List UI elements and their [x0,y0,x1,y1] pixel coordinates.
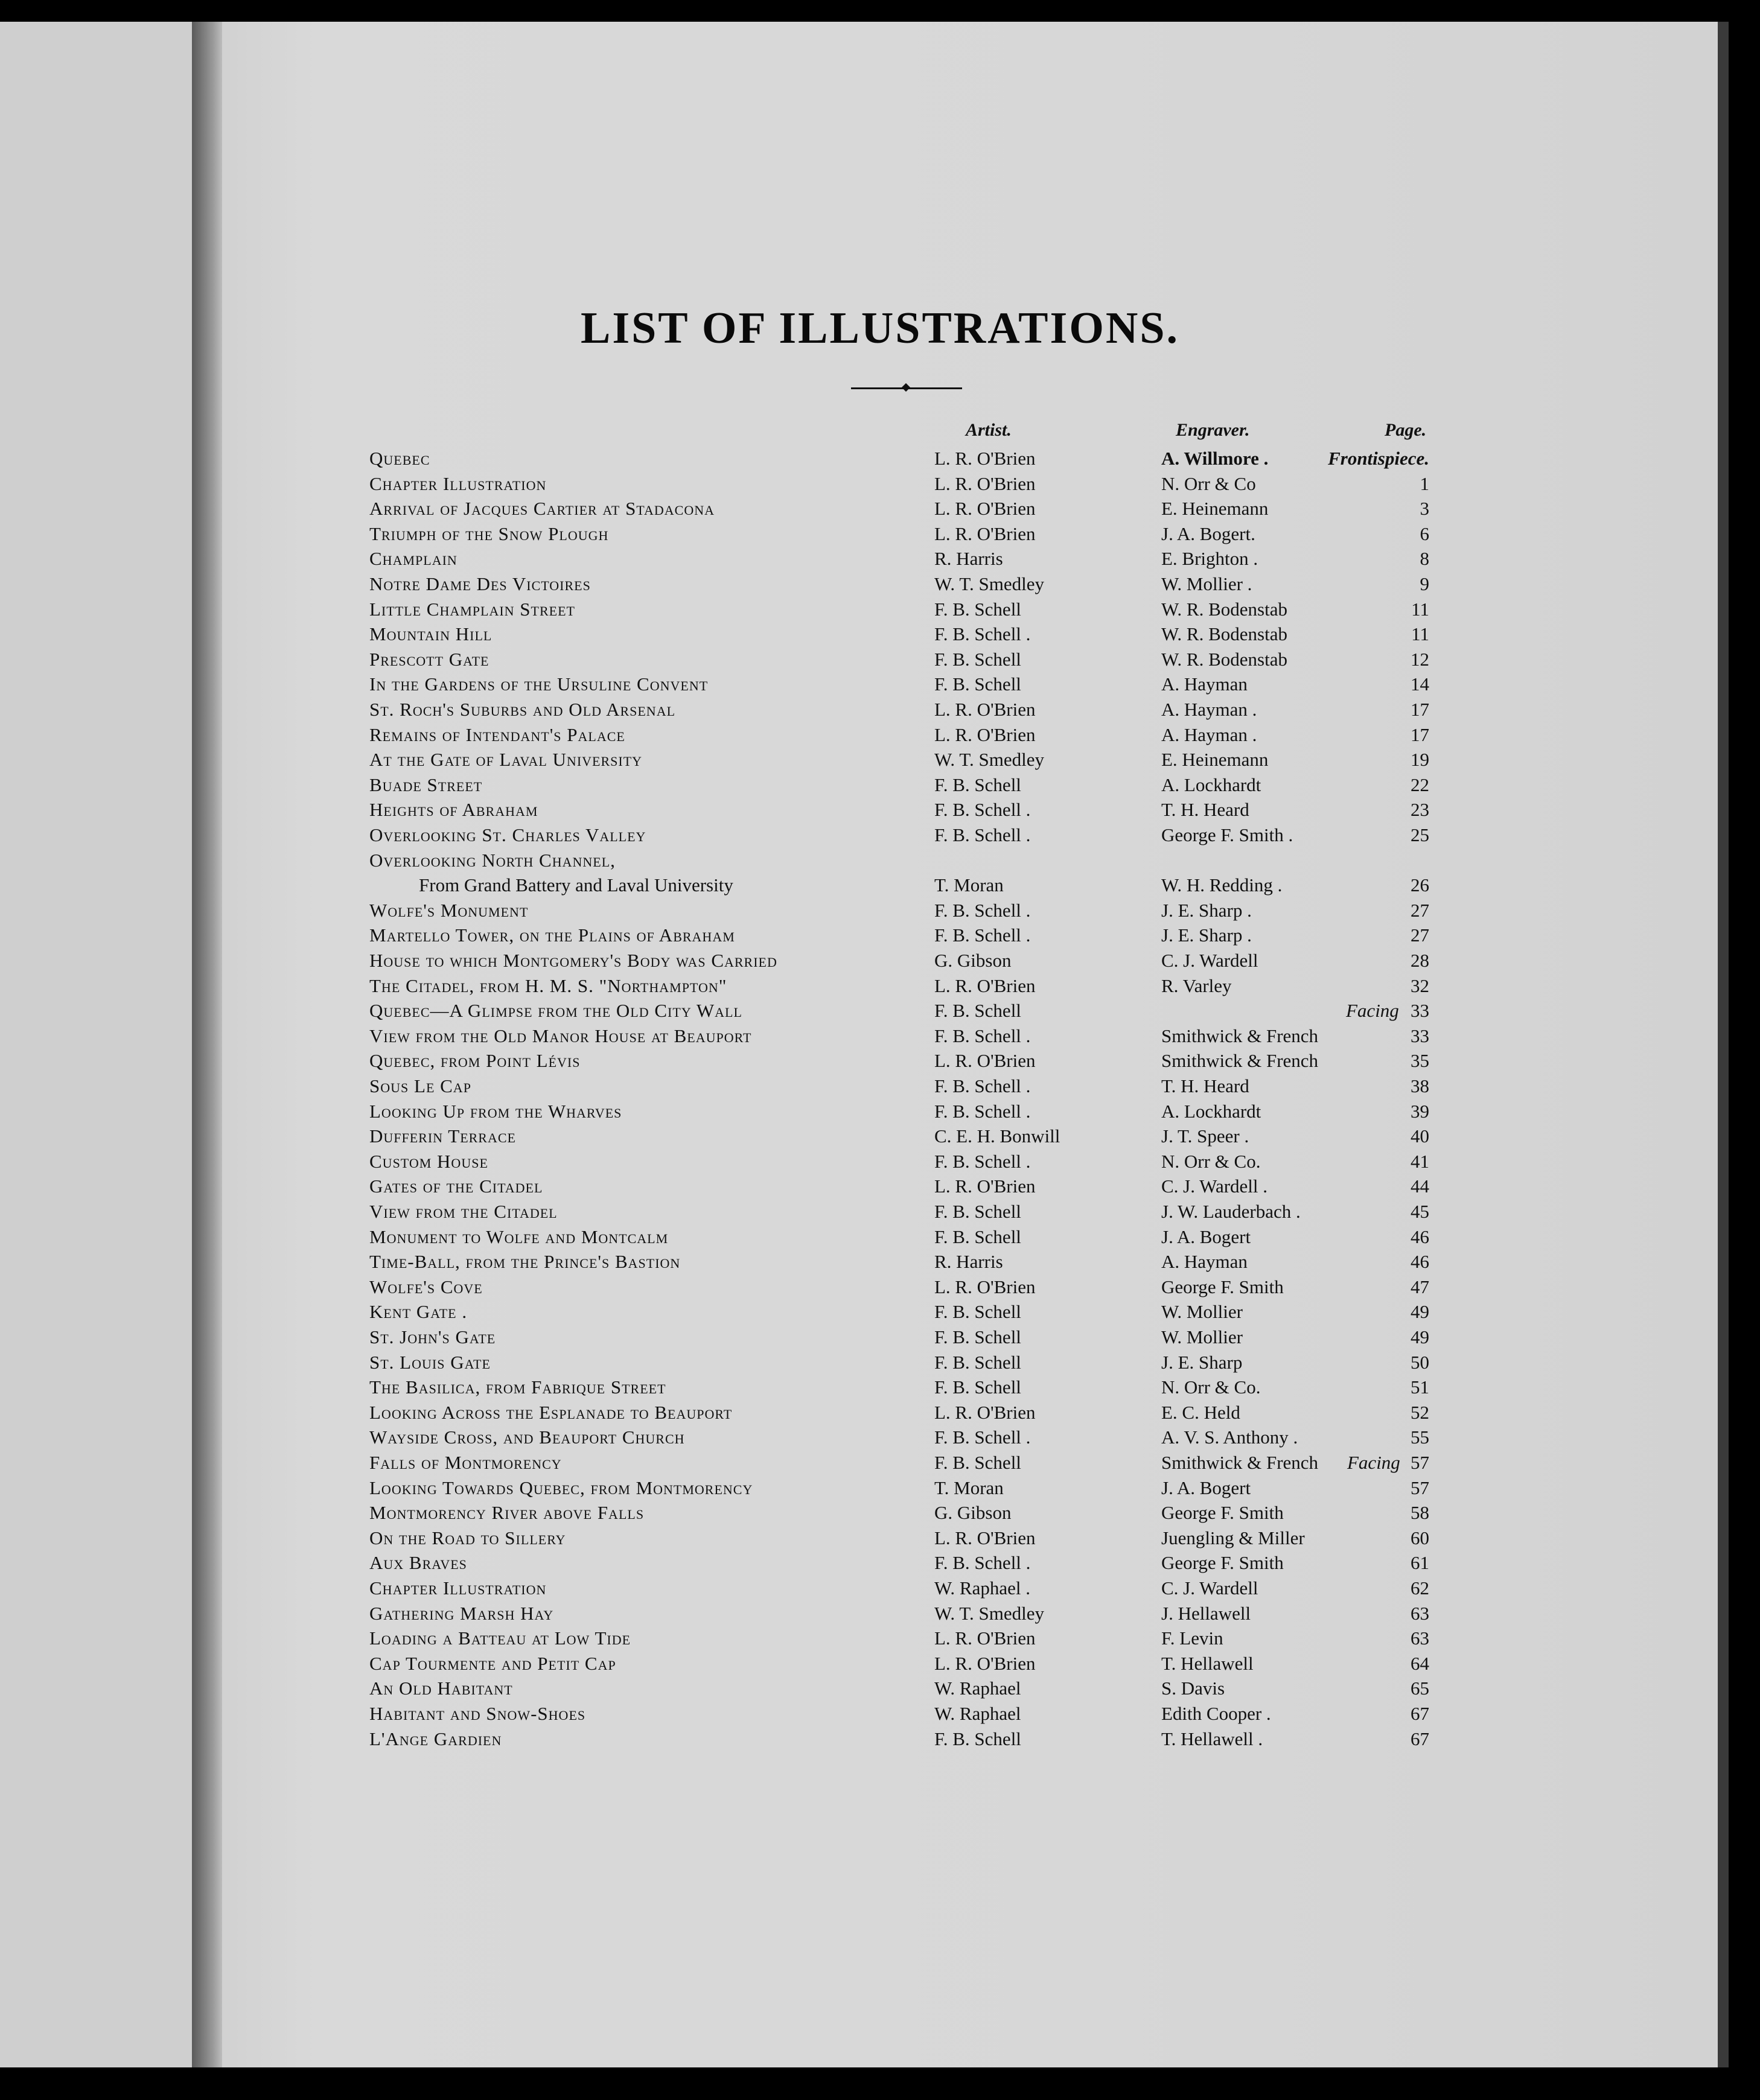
page-number: 65 [1411,1678,1429,1699]
illustration-title: Loading a Batteau at Low Tide [369,1628,631,1649]
list-item [0,1025,1760,1051]
ornament-diamond [902,383,910,392]
engraver-name: Smithwick & French [1161,1050,1319,1072]
page-number: 63 [1411,1602,1429,1624]
page-number: 33 [1411,1000,1429,1022]
artist-name: F. B. Schell [934,1351,1021,1373]
list-item [0,1552,1760,1577]
page-number: 52 [1411,1401,1429,1423]
list-item [0,799,1760,824]
page-number: 39 [1411,1100,1429,1122]
illustration-title: Champlain [369,548,458,570]
page-number: 49 [1411,1326,1429,1348]
page-title: LIST OF ILLUSTRATIONS. [580,304,1179,353]
artist-name: W. Raphael [934,1703,1021,1724]
illustration-title: Buade Street [369,774,483,795]
engraver-name: S. Davis [1161,1678,1225,1699]
engraver-name: A. Hayman [1161,673,1248,695]
engraver-name: T. H. Heard [1161,799,1249,821]
facing-note: Facing [1347,1452,1400,1473]
engraver-name: C. J. Wardell [1161,950,1258,971]
illustration-title: Aux Braves [369,1552,467,1574]
page-number: 61 [1411,1552,1429,1574]
page-number: 38 [1411,1075,1429,1096]
artist-name: L. R. O'Brien [934,498,1036,520]
page-number: 23 [1411,799,1429,821]
list-item [0,1678,1760,1703]
page-number: 11 [1411,598,1429,620]
engraver-name: J. A. Bogert. [1161,523,1255,544]
page-number: 45 [1411,1201,1429,1222]
list-item [0,523,1760,549]
artist-name: L. R. O'Brien [934,724,1036,745]
illustration-title: Looking Across the Esplanade to Beauport [369,1401,733,1423]
page-number: 58 [1411,1502,1429,1524]
illustration-title: Custom House [369,1150,488,1172]
page-number: 27 [1411,924,1429,946]
artist-name: F. B. Schell [934,673,1021,695]
engraver-name: J. E. Sharp . [1161,924,1252,946]
illustration-title: Gathering Marsh Hay [369,1602,554,1624]
page-number: Frontispiece. [1328,448,1429,469]
engraver-name: George F. Smith [1161,1276,1284,1297]
engraver-name: T. Hellawell . [1161,1728,1263,1749]
page-number: 50 [1411,1351,1429,1373]
illustration-title: Kent Gate . [369,1301,468,1323]
engraver-name: C. J. Wardell . [1161,1176,1268,1197]
engraver-name: W. R. Bodenstab [1161,623,1287,645]
artist-header: Artist. [966,420,1012,440]
engraver-name: W. Mollier [1161,1326,1243,1348]
engraver-name: Smithwick & French [1161,1452,1319,1473]
illustration-title: Time-Ball, from the Prince's Bastion [369,1251,681,1273]
list-item [0,1101,1760,1126]
artist-name: F. B. Schell [934,1201,1021,1222]
illustration-title: L'Ange Gardien [369,1728,502,1749]
list-item [0,1301,1760,1326]
artist-name: W. T. Smedley [934,573,1044,594]
illustration-title: House to which Montgomery's Body was Carried [369,950,777,971]
list-item [0,448,1760,473]
artist-name: C. E. H. Bonwill [934,1125,1060,1147]
list-item [0,1226,1760,1252]
artist-name: F. B. Schell [934,1226,1021,1247]
engraver-name: W. Mollier . [1161,573,1252,594]
engraver-name: J. A. Bogert [1161,1226,1251,1247]
list-item [0,1276,1760,1302]
list-item [0,1628,1760,1653]
engraver-name: J. E. Sharp . [1161,899,1252,921]
list-item [0,649,1760,674]
artist-name: F. B. Schell . [934,924,1031,946]
artist-name: F. B. Schell [934,1452,1021,1473]
list-item [0,1703,1760,1728]
artist-name: F. B. Schell [934,598,1021,620]
engraver-name: W. R. Bodenstab [1161,598,1287,620]
engraver-name: C. J. Wardell [1161,1577,1258,1599]
illustration-title: Montmorency River above Falls [369,1502,645,1524]
illustration-title: Habitant and Snow-Shoes [369,1703,586,1724]
illustration-title: The Citadel, from H. M. S. "Northampton" [369,975,727,996]
page-number: 62 [1411,1577,1429,1599]
list-item [0,1352,1760,1377]
illustration-title: Chapter Illustration [369,1577,547,1599]
list-item [0,1603,1760,1628]
engraver-name: Juengling & Miller [1161,1527,1305,1548]
list-item [0,673,1760,699]
artist-name: F. B. Schell [934,774,1021,795]
artist-name: L. R. O'Brien [934,1050,1036,1072]
artist-name: F. B. Schell . [934,899,1031,921]
engraver-name: T. H. Heard [1161,1075,1249,1096]
list-item [0,1000,1760,1025]
engraver-header: Engraver. [1176,420,1250,440]
list-item [0,1201,1760,1226]
page-number: 17 [1411,724,1429,745]
page-number: 51 [1411,1376,1429,1398]
artist-name: R. Harris [934,548,1003,570]
artist-name: F. B. Schell . [934,1100,1031,1122]
illustration-title: Falls of Montmorency [369,1452,562,1473]
list-item [0,724,1760,749]
artist-name: L. R. O'Brien [934,448,1036,469]
list-item [0,1577,1760,1603]
engraver-name: E. Brighton . [1161,548,1258,570]
engraver-name: A. Lockhardt [1161,1100,1261,1122]
page-number: 41 [1411,1150,1429,1172]
illustration-title: From Grand Battery and Laval University [419,874,733,896]
engraver-name: J. A. Bogert [1161,1477,1251,1498]
list-item [0,1502,1760,1527]
list-item [0,498,1760,523]
artist-name: W. T. Smedley [934,749,1044,771]
list-item [0,1653,1760,1678]
artist-name: L. R. O'Brien [934,1628,1036,1649]
engraver-name: J. T. Speer . [1161,1125,1249,1147]
illustration-title: Notre Dame Des Victoires [369,573,591,594]
artist-name: G. Gibson [934,1502,1012,1524]
illustration-title: An Old Habitant [369,1678,513,1699]
page-number: 57 [1411,1452,1429,1473]
engraver-name: J. W. Lauderbach . [1161,1201,1301,1222]
page-number: 26 [1411,874,1429,896]
artist-name: T. Moran [934,874,1004,896]
artist-name: W. Raphael . [934,1577,1030,1599]
list-item [0,950,1760,975]
engraver-name: N. Orr & Co. [1161,1150,1261,1172]
artist-name: F. B. Schell [934,1326,1021,1348]
artist-name: F. B. Schell [934,1000,1021,1022]
engraver-name: W. H. Redding . [1161,874,1283,896]
illustration-title: Wolfe's Monument [369,899,529,921]
illustration-title: Wolfe's Cove [369,1276,483,1297]
artist-name: F. B. Schell [934,1376,1021,1398]
illustration-title: At the Gate of Laval University [369,749,643,771]
page-number: 46 [1411,1251,1429,1273]
engraver-name: Smithwick & French [1161,1025,1319,1046]
illustration-title: Looking Up from the Wharves [369,1100,622,1122]
engraver-name: George F. Smith . [1161,824,1293,845]
list-item [0,1728,1760,1754]
illustration-title: Dufferin Terrace [369,1125,516,1147]
illustration-title: Quebec—A Glimpse from the Old City Wall [369,1000,742,1022]
page-number: 67 [1411,1728,1429,1749]
list-item [0,1427,1760,1452]
artist-name: F. B. Schell . [934,1552,1031,1574]
engraver-name: N. Orr & Co. [1161,1376,1261,1398]
page-number: 11 [1411,623,1429,645]
column-headers [0,420,1760,444]
page-number: 17 [1411,699,1429,720]
artist-name: L. R. O'Brien [934,1176,1036,1197]
list-item [0,900,1760,925]
engraver-name: W. Mollier [1161,1301,1243,1323]
illustration-title: Quebec, from Point Lévis [369,1050,581,1072]
artist-name: L. R. O'Brien [934,472,1036,494]
illustration-title: Monument to Wolfe and Montcalm [369,1226,669,1247]
artist-name: W. T. Smedley [934,1602,1044,1624]
illustration-title: Quebec [369,448,430,469]
list-item [0,1527,1760,1553]
illustration-title: View from the Citadel [369,1201,558,1222]
illustration-title: St. John's Gate [369,1326,496,1348]
title-ornament [851,384,962,392]
illustration-title: On the Road to Sillery [369,1527,566,1548]
page-number: 14 [1411,673,1429,695]
illustration-title: Overlooking St. Charles Valley [369,824,646,845]
page-number: 49 [1411,1301,1429,1323]
illustration-title: Triumph of the Snow Plough [369,523,609,544]
page-number: 32 [1411,975,1429,996]
artist-name: F. B. Schell [934,1301,1021,1323]
list-item [0,1477,1760,1503]
illustration-title: Martello Tower, on the Plains of Abraham [369,924,735,946]
page-number: 63 [1411,1628,1429,1649]
artist-name: G. Gibson [934,950,1012,971]
list-item [0,1125,1760,1151]
list-item [0,774,1760,800]
artist-name: F. B. Schell . [934,1025,1031,1046]
page-number: 35 [1411,1050,1429,1072]
artist-name: F. B. Schell [934,648,1021,670]
engraver-name: N. Orr & Co [1161,472,1256,494]
list-item [0,749,1760,774]
engraver-name: A. Hayman . [1161,699,1257,720]
illustration-title: St. Roch's Suburbs and Old Arsenal [369,699,676,720]
list-item [0,1376,1760,1402]
artist-name: F. B. Schell . [934,1075,1031,1096]
illustration-title: Arrival of Jacques Cartier at Stadacona [369,498,715,520]
artist-name: F. B. Schell . [934,1150,1031,1172]
list-item [0,1326,1760,1352]
page-number: 47 [1411,1276,1429,1297]
artist-name: F. B. Schell [934,1728,1021,1749]
illustration-title: St. Louis Gate [369,1351,491,1373]
page-number: 44 [1411,1176,1429,1197]
illustration-title: Cap Tourmente and Petit Cap [369,1652,616,1674]
artist-name: L. R. O'Brien [934,975,1036,996]
list-item [0,1452,1760,1477]
list-item [0,1251,1760,1276]
page-number: 57 [1411,1477,1429,1498]
engraver-name: F. Levin [1161,1628,1223,1649]
page-number: 22 [1411,774,1429,795]
illustration-title: Remains of Intendant's Palace [369,724,625,745]
page-number: 6 [1420,523,1429,544]
illustration-title: Little Champlain Street [369,598,575,620]
list-item [0,699,1760,724]
artist-name: F. B. Schell . [934,1427,1031,1448]
engraver-name: A. V. S. Anthony . [1161,1427,1298,1448]
illustration-title: Mountain Hill [369,623,493,645]
artist-name: R. Harris [934,1251,1003,1273]
illustration-title: Overlooking North Channel, [369,849,616,871]
artist-name: T. Moran [934,1477,1004,1498]
page-number: 1 [1420,472,1429,494]
illustration-title: Heights of Abraham [369,799,538,821]
page-number: 67 [1411,1703,1429,1724]
engraver-name: R. Varley [1161,975,1232,996]
page-number: 25 [1411,824,1429,845]
engraver-name: J. E. Sharp [1161,1351,1243,1373]
page-number: 8 [1420,548,1429,570]
illustration-title: The Basilica, from Fabrique Street [369,1376,666,1398]
page-number: 12 [1411,648,1429,670]
page-number: 19 [1411,749,1429,771]
list-item [0,1176,1760,1201]
artist-name: W. Raphael [934,1678,1021,1699]
artist-name: F. B. Schell . [934,799,1031,821]
engraver-name: A. Willmore . [1161,448,1269,469]
page-header: Page. [1385,420,1427,440]
page-number: 27 [1411,899,1429,921]
engraver-name: J. Hellawell [1161,1602,1251,1624]
list-item [0,975,1760,1001]
artist-name: L. R. O'Brien [934,1527,1036,1548]
artist-name: L. R. O'Brien [934,1652,1036,1674]
engraver-name: A. Hayman [1161,1251,1248,1273]
artist-name: L. R. O'Brien [934,523,1036,544]
engraver-name: W. R. Bodenstab [1161,648,1287,670]
list-item [0,824,1760,850]
list-item [0,623,1760,649]
list-item [0,1050,1760,1075]
list-item [0,1075,1760,1101]
engraver-name: George F. Smith [1161,1552,1284,1574]
page-number: 3 [1420,498,1429,520]
page-number: 46 [1411,1226,1429,1247]
list-item [0,924,1760,950]
list-item [0,599,1760,624]
illustration-title: View from the Old Manor House at Beauport [369,1025,752,1046]
engraver-name: Facing [1346,1000,1399,1022]
engraver-name: Edith Cooper . [1161,1703,1271,1724]
artist-name: F. B. Schell . [934,623,1031,645]
list-item [0,548,1760,573]
list-item [0,850,1760,875]
artist-name: L. R. O'Brien [934,699,1036,720]
page-number: 60 [1411,1527,1429,1548]
engraver-name: A. Lockhardt [1161,774,1261,795]
illustration-title: Chapter Illustration [369,472,547,494]
page-number: 28 [1411,950,1429,971]
list-item [0,473,1760,498]
list-item [0,1402,1760,1427]
list-item [0,573,1760,599]
list-item [0,874,1760,900]
artist-name: L. R. O'Brien [934,1401,1036,1423]
engraver-name: A. Hayman . [1161,724,1257,745]
illustration-title: Prescott Gate [369,648,489,670]
page-number: 64 [1411,1652,1429,1674]
engraver-name: E. Heinemann [1161,749,1269,771]
artist-name: L. R. O'Brien [934,1276,1036,1297]
illustration-title: Looking Towards Quebec, from Montmorency [369,1477,753,1498]
list-item [0,1151,1760,1176]
illustration-title: In the Gardens of the Ursuline Convent [369,673,709,695]
illustration-title: Wayside Cross, and Beauport Church [369,1427,685,1448]
illustration-title: Gates of the Citadel [369,1176,543,1197]
page-number: 33 [1411,1025,1429,1046]
artist-name: F. B. Schell . [934,824,1031,845]
engraver-name: George F. Smith [1161,1502,1284,1524]
engraver-name: T. Hellawell [1161,1652,1254,1674]
page-number: 9 [1420,573,1429,594]
engraver-name: E. C. Held [1161,1401,1240,1423]
page-number: 55 [1411,1427,1429,1448]
illustration-title: Sous Le Cap [369,1075,471,1096]
engraver-name: E. Heinemann [1161,498,1269,520]
page-number: 40 [1411,1125,1429,1147]
